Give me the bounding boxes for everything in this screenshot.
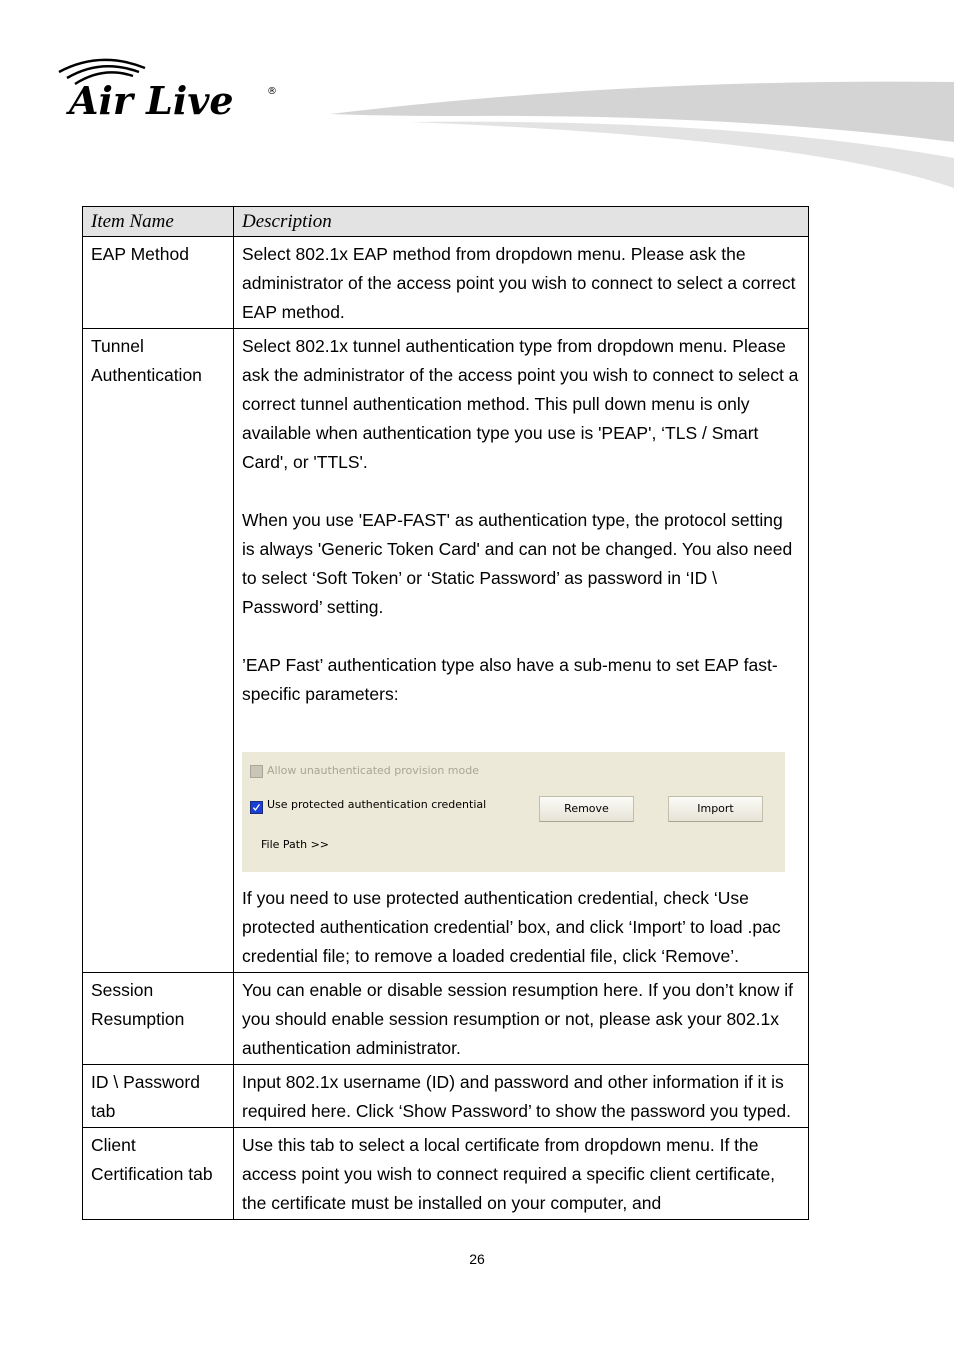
description-text: Select 802.1x EAP method from dropdown menu. Please ask the administrator of the access point you wish to connect to select a correct EAP method. <box>242 244 796 322</box>
item-name-cell: Client Certification tab <box>83 1128 234 1220</box>
description-text: If you need to use protected authentication credential, check ‘Use protected authentication credential’ box, and click ‘Import’ to load .pac credential file; to remove a loaded credential file, click ‘Remove’. <box>242 888 781 966</box>
table-header-row <box>83 207 809 237</box>
description-text: You can enable or disable session resumption here. If you don’t know if you should enable session resumption or not, please ask your 802.1x authentication administrator. <box>242 980 793 1058</box>
remove-button[interactable]: Remove <box>539 796 634 822</box>
table-row <box>83 1065 809 1128</box>
description-text: When you use 'EAP-FAST' as authentication type, the protocol setting is always 'Generic Token Card' and can not be changed. You also need to select ‘Soft Token’ or ‘Static Password’ as password in ‘ID \ Password’ setting. <box>242 510 793 617</box>
item-name-cell: Session Resumption <box>83 973 234 1065</box>
description-cell <box>234 237 809 329</box>
use-protected-credential-checkbox[interactable] <box>250 801 263 814</box>
description-cell <box>234 1065 809 1128</box>
description-cell <box>234 973 809 1065</box>
description-text: Input 802.1x username (ID) and password and other information if it is required here. Click ‘Show Password’ to show the password you typed. <box>242 1072 791 1121</box>
allow-unauthenticated-checkbox[interactable] <box>250 765 263 778</box>
table-row <box>83 1128 809 1220</box>
table-row <box>83 329 809 973</box>
item-name-cell: ID \ Password tab <box>83 1065 234 1128</box>
item-name-cell: EAP Method <box>83 237 234 329</box>
item-description-table <box>82 206 809 1220</box>
file-path-label: File Path >> <box>261 838 329 851</box>
item-name-cell: Tunnel Authentication <box>83 329 234 973</box>
description-cell <box>234 1128 809 1220</box>
header-swoosh-graphic <box>330 78 954 198</box>
description-text: ’EAP Fast’ authentication type also have a sub-menu to set EAP fast-specific parameters: <box>242 655 778 704</box>
import-button[interactable]: Import <box>668 796 763 822</box>
table-row <box>83 237 809 329</box>
use-protected-credential-label: Use protected authentication credential <box>267 798 487 811</box>
eap-fast-settings-screenshot <box>242 752 785 872</box>
airlive-logo <box>55 52 285 122</box>
description-text: Select 802.1x tunnel authentication type from dropdown menu. Please ask the administrator of the access point you wish to connect to select a correct tunnel authentication method. This pull down menu is only available when authentication type you use is 'PEAP', ‘TLS / Smart Card', or 'TTLS'. <box>242 336 799 472</box>
svg-text:®: ® <box>267 86 277 97</box>
description-text: Use this tab to select a local certificate from dropdown menu. If the access point you wish to connect required a specific client certificate, the certificate must be installed on your computer, and <box>242 1135 776 1213</box>
description-cell <box>234 329 809 973</box>
allow-unauthenticated-label: Allow unauthenticated provision mode <box>267 764 479 777</box>
header-item-name: Item Name <box>83 207 234 237</box>
page-number: 26 <box>469 1251 485 1267</box>
table-row <box>83 973 809 1065</box>
svg-text:Air Live: Air Live <box>69 78 234 122</box>
header-description: Description <box>234 207 809 237</box>
